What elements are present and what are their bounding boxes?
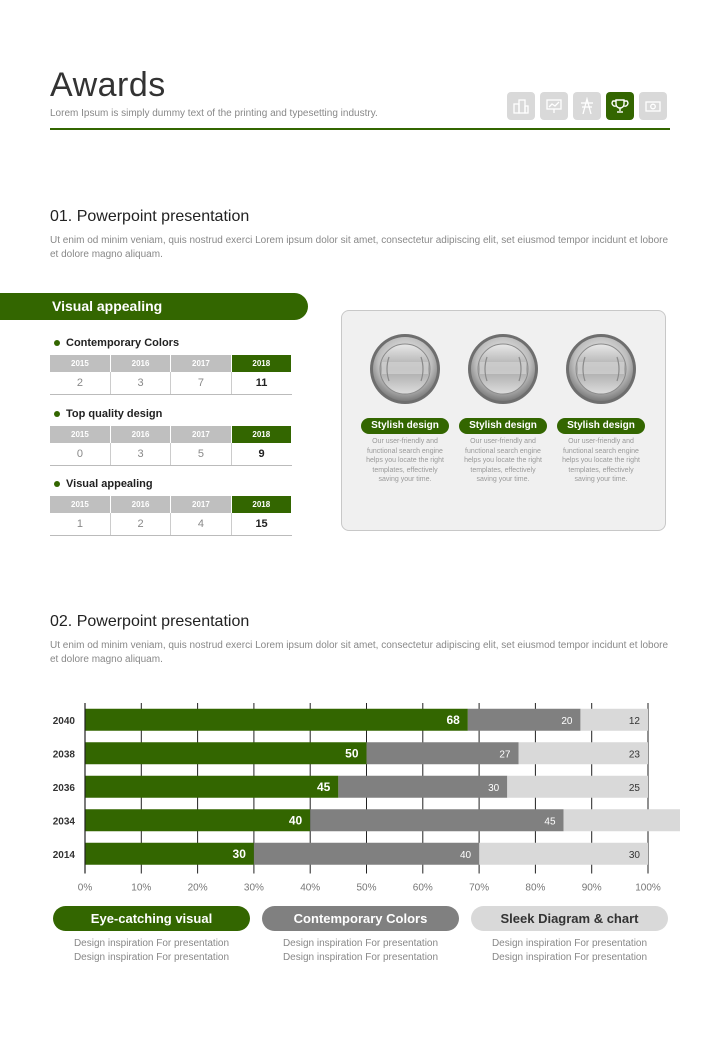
value-cell: 7	[171, 372, 231, 395]
bullet-icon	[54, 340, 60, 346]
year-cell: 2015	[50, 496, 110, 513]
legend-description: Design inspiration For presentation	[282, 952, 439, 963]
y-tick-label: 2034	[52, 816, 75, 828]
page-title: Awards	[50, 66, 166, 104]
medal-description: Our user-friendly and functional search engine helps you locate the right templates, effectively saving your time.	[464, 438, 542, 484]
year-cell: 2017	[171, 496, 231, 513]
legend-description: Design inspiration For presentation	[73, 952, 230, 963]
section1-description: Ut enim od minim veniam, quis nostrud exerci Lorem ipsum dolor sit amet, consectetur adipiscing elit, set eiusmod tempor incidunt et lobore et dolore magno aliquam.	[50, 235, 669, 260]
data-label: 30	[488, 782, 500, 794]
bar-segment	[479, 843, 648, 865]
y-tick-label: 2014	[52, 849, 75, 861]
year-cell: 2016	[110, 426, 170, 443]
year-cell: 2015	[50, 355, 110, 372]
stat-block	[50, 478, 292, 536]
section2-description: Ut enim od minim veniam, quis nostrud exerci Lorem ipsum dolor sit amet, consectetur adipiscing elit, set eiusmod tempor incidunt et lobore et dolore magno aliquam.	[50, 640, 669, 665]
stat-block	[50, 408, 292, 466]
value-cell: 3	[110, 372, 170, 395]
year-cell: 2015	[50, 426, 110, 443]
data-label: 45	[544, 816, 556, 828]
value-cell: 3	[110, 443, 170, 466]
bar-segment	[85, 776, 338, 798]
stat-title: Top quality design	[66, 408, 163, 420]
bar-segment	[85, 809, 310, 831]
medal-icon	[565, 333, 637, 405]
bar-segment	[85, 843, 254, 865]
page-subtitle: Lorem Ipsum is simply dummy text of the printing and typesetting industry.	[50, 108, 378, 119]
stat-heading	[54, 478, 292, 490]
x-tick-label: 90%	[581, 882, 602, 894]
power-tower-icon[interactable]	[573, 92, 601, 120]
year-cell: 2018	[231, 426, 291, 443]
data-label: 12	[628, 715, 640, 727]
value-cell: 2	[50, 372, 110, 395]
value-cell: 5	[171, 443, 231, 466]
x-tick-label: 100%	[635, 882, 661, 894]
medal-label: Stylish design	[557, 418, 645, 434]
data-label: 25	[628, 782, 640, 794]
data-label: 50	[345, 746, 359, 761]
stat-table	[50, 496, 292, 536]
x-tick-label: 10%	[131, 882, 152, 894]
legend-description: Design inspiration For presentation	[491, 952, 648, 963]
x-tick-label: 0%	[77, 882, 93, 894]
icon-toolbar	[507, 92, 667, 120]
y-tick-label: 2040	[52, 715, 75, 727]
bar-segment	[367, 742, 519, 764]
year-cell: 2017	[171, 355, 231, 372]
medal-description: Our user-friendly and functional search engine helps you locate the right templates, effectively saving your time.	[366, 438, 444, 484]
data-label: 40	[288, 813, 303, 828]
data-label: 20	[561, 715, 573, 727]
bar-segment	[85, 709, 468, 731]
year-cell: 2018	[231, 496, 291, 513]
data-label: 27	[499, 749, 511, 761]
medal-description: Our user-friendly and functional search engine helps you locate the right templates, effectively saving your time.	[562, 438, 640, 484]
x-tick-label: 20%	[187, 882, 208, 894]
band-label: Visual appealing	[52, 298, 163, 314]
stat-title: Visual appealing	[66, 478, 153, 490]
bar-segment	[564, 809, 680, 831]
bar-segment	[507, 776, 648, 798]
bar-segment	[310, 809, 563, 831]
x-tick-label: 70%	[469, 882, 490, 894]
stat-title: Contemporary Colors	[66, 337, 180, 349]
header-divider	[50, 128, 670, 130]
x-tick-label: 50%	[356, 882, 377, 894]
medal-icon	[467, 333, 539, 405]
stat-heading	[54, 337, 292, 349]
year-cell: 2016	[110, 355, 170, 372]
stacked-bar-chart	[40, 695, 680, 895]
value-cell: 11	[231, 372, 291, 395]
data-label: 30	[232, 846, 246, 861]
medal-label: Stylish design	[459, 418, 547, 434]
stat-table	[50, 426, 292, 466]
section1-title: 01. Powerpoint presentation	[50, 208, 250, 225]
bar-segment	[338, 776, 507, 798]
presentation-icon[interactable]	[540, 92, 568, 120]
y-tick-label: 2036	[52, 782, 75, 794]
data-label: 30	[628, 849, 640, 861]
data-label: 23	[628, 749, 640, 761]
year-cell: 2017	[171, 426, 231, 443]
x-tick-label: 30%	[243, 882, 264, 894]
data-label: 45	[316, 779, 331, 794]
legend-description: Design inspiration For presentation	[491, 938, 648, 949]
bar-segment	[85, 742, 367, 764]
buildings-icon[interactable]	[507, 92, 535, 120]
stat-heading	[54, 408, 292, 420]
stat-table	[50, 355, 292, 395]
value-cell: 15	[231, 513, 291, 536]
value-cell: 2	[110, 513, 170, 536]
value-cell: 0	[50, 443, 110, 466]
medal-label: Stylish design	[361, 418, 449, 434]
money-icon[interactable]	[639, 92, 667, 120]
legend-pill: Contemporary Colors	[262, 906, 459, 931]
section2-title: 02. Powerpoint presentation	[50, 613, 250, 630]
medal-icon	[369, 333, 441, 405]
legend-description: Design inspiration For presentation	[73, 938, 230, 949]
value-cell: 1	[50, 513, 110, 536]
value-cell: 4	[171, 513, 231, 536]
x-tick-label: 40%	[300, 882, 321, 894]
x-tick-label: 60%	[412, 882, 433, 894]
stat-block	[50, 337, 292, 395]
bar-segment	[254, 843, 479, 865]
legend-pill: Eye-catching visual	[53, 906, 250, 931]
year-cell: 2016	[110, 496, 170, 513]
year-cell: 2018	[231, 355, 291, 372]
legend-description: Design inspiration For presentation	[282, 938, 439, 949]
legend-pill: Sleek Diagram & chart	[471, 906, 668, 931]
data-label: 40	[459, 849, 472, 861]
data-label: 68	[446, 712, 460, 727]
value-cell: 9	[231, 443, 291, 466]
trophy-icon[interactable]	[606, 92, 634, 120]
x-tick-label: 80%	[525, 882, 546, 894]
bullet-icon	[54, 481, 60, 487]
y-tick-label: 2038	[52, 749, 75, 761]
bullet-icon	[54, 411, 60, 417]
